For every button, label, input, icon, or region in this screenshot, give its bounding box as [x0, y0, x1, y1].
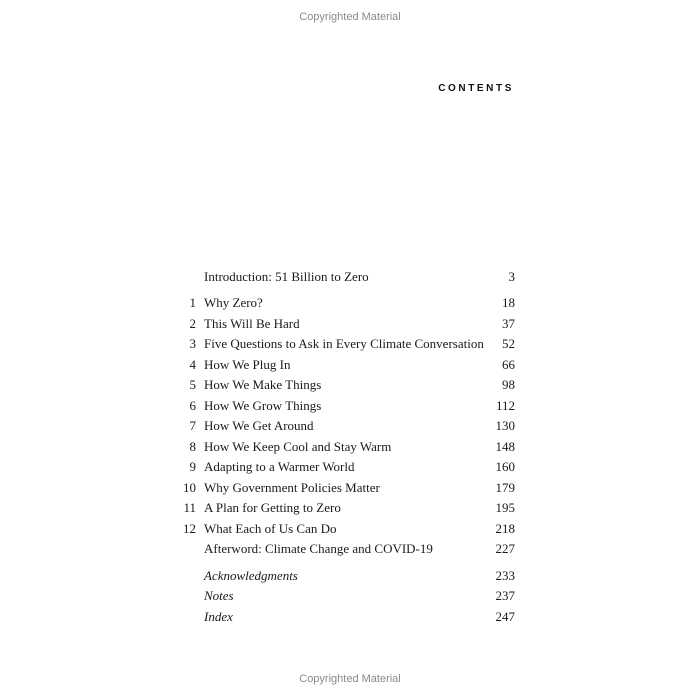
chapter-title: Introduction: 51 Billion to Zero — [204, 269, 369, 284]
chapter-title: Acknowledgments — [204, 567, 298, 583]
chapter-number: 7 — [189, 418, 196, 433]
page-number: 18 — [502, 295, 515, 310]
toc-entry-afterword — [175, 540, 515, 558]
page-number: 148 — [495, 438, 515, 454]
toc-entry-chapter — [175, 335, 515, 353]
chapter-title: What Each of Us Can Do — [204, 520, 337, 536]
contents-heading: CONTENTS — [438, 83, 514, 94]
page-number: 52 — [502, 336, 515, 351]
watermark-bottom: Copyrighted Material — [299, 673, 401, 685]
page-number: 227 — [495, 541, 515, 556]
chapter-title: Afterword: Climate Change and COVID-19 — [204, 541, 433, 556]
toc-entry-introduction — [175, 268, 515, 286]
toc-entry-chapter — [175, 294, 515, 312]
watermark-top: Copyrighted Material — [299, 11, 401, 23]
chapter-title: How We Plug In — [204, 356, 291, 372]
toc-entry-chapter — [175, 479, 515, 497]
page-number: 37 — [502, 315, 515, 331]
toc-entry-chapter — [175, 520, 515, 538]
chapter-title: A Plan for Getting to Zero — [204, 500, 341, 515]
chapter-title: How We Grow Things — [204, 397, 322, 413]
toc-entry-chapter — [175, 397, 515, 415]
chapter-number: 4 — [189, 356, 196, 372]
chapter-number: 8 — [189, 438, 196, 454]
chapter-title: How We Get Around — [204, 418, 314, 433]
page-number: 112 — [495, 397, 515, 413]
toc-entry-chapter — [175, 458, 515, 476]
page-number: 247 — [495, 608, 515, 624]
chapter-title: Five Questions to Ask in Every Climate Conversation — [204, 336, 484, 351]
toc-entry-chapter — [175, 417, 515, 435]
chapter-number: 5 — [189, 377, 196, 392]
page-number: 179 — [495, 479, 515, 495]
toc-entry-notes — [175, 587, 515, 605]
toc-entry-index — [175, 608, 515, 626]
toc-entry-chapter — [175, 438, 515, 456]
page-number: 66 — [502, 356, 515, 372]
chapter-title: Adapting to a Warmer World — [204, 459, 355, 474]
chapter-title: Index — [204, 608, 233, 624]
chapter-title: How We Make Things — [204, 377, 322, 392]
chapter-number: 9 — [189, 459, 196, 474]
page-number: 130 — [495, 418, 515, 433]
page-number: 237 — [495, 588, 515, 603]
chapter-number: 2 — [189, 315, 196, 331]
page-number: 233 — [495, 567, 515, 583]
page-number: 3 — [508, 269, 515, 284]
chapter-title: Why Zero? — [204, 295, 263, 310]
toc-entry-chapter — [175, 356, 515, 374]
toc-entry-acknowledgments — [175, 567, 515, 585]
chapter-title: This Will Be Hard — [204, 315, 300, 331]
page-number: 98 — [502, 377, 515, 392]
chapter-title: How We Keep Cool and Stay Warm — [204, 438, 392, 454]
chapter-number: 6 — [189, 397, 196, 413]
page-number: 195 — [495, 500, 515, 515]
toc-entry-chapter — [175, 376, 515, 394]
toc-entry-chapter — [175, 315, 515, 333]
page-number: 218 — [495, 520, 515, 536]
toc-entry-chapter — [175, 499, 515, 517]
chapter-number: 11 — [183, 500, 196, 515]
chapter-number: 3 — [189, 336, 196, 351]
chapter-number: 1 — [189, 295, 196, 310]
chapter-title: Why Government Policies Matter — [204, 479, 380, 495]
page-number: 160 — [495, 459, 515, 474]
chapter-title: Notes — [204, 588, 234, 603]
chapter-number: 12 — [183, 520, 196, 536]
chapter-number: 10 — [183, 479, 196, 495]
